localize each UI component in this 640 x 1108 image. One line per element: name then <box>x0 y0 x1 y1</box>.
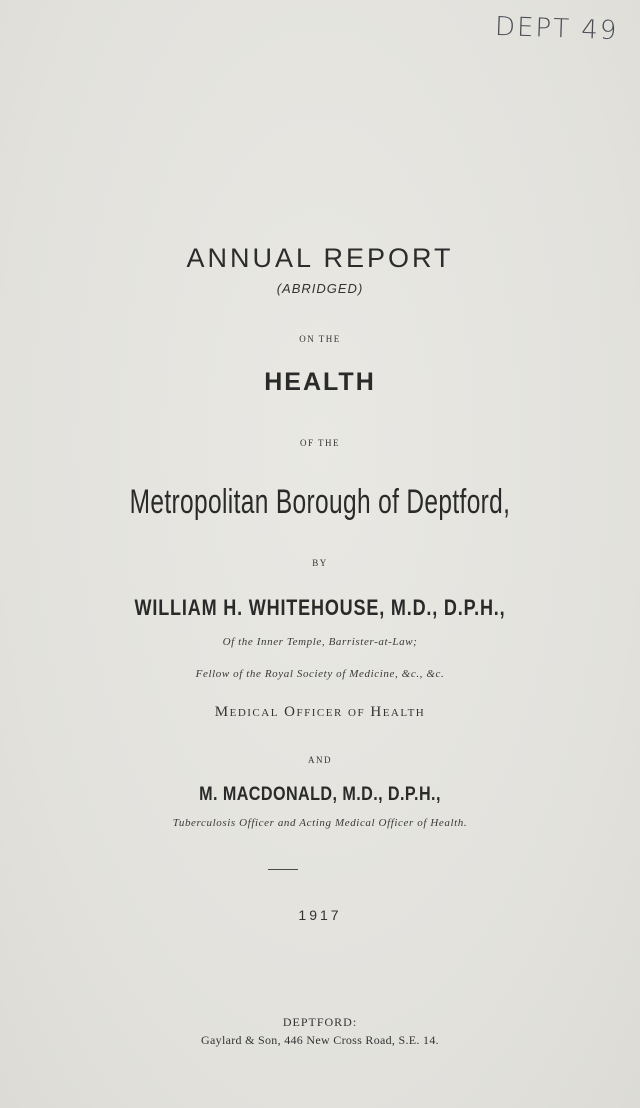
of-the-label: OF THE <box>299 438 341 448</box>
borough-heading: Metropolitan Borough of Deptford, <box>129 483 511 521</box>
imprint-place: DEPTFORD: <box>282 1015 358 1029</box>
on-the-label: ON THE <box>299 334 341 344</box>
by-label: BY <box>312 558 328 568</box>
publication-year: 1917 <box>298 907 342 923</box>
subject-heading: HEALTH <box>264 368 376 396</box>
and-label: AND <box>308 755 332 765</box>
handwritten-annotation: DEPT 49 <box>494 11 619 47</box>
author1-position: Medical Officer of Health <box>214 704 426 720</box>
author1-credential-2: Fellow of the Royal Society of Medicine, &c., &c. <box>195 668 445 680</box>
author2-credential: Tuberculosis Officer and Acting Medical Officer of Health. <box>172 817 468 829</box>
author1-credential-1: Of the Inner Temple, Barrister-at-Law; <box>222 636 418 648</box>
imprint-printer: Gaylard & Son, 446 New Cross Road, S.E. 14. <box>201 1033 439 1047</box>
author2-name: M. MACDONALD, M.D., D.P.H., <box>199 784 441 805</box>
report-subtitle: (ABRIDGED) <box>276 281 364 296</box>
report-title: ANNUAL REPORT <box>186 243 454 273</box>
divider-rule <box>268 869 298 870</box>
author1-name: WILLIAM H. WHITEHOUSE, M.D., D.P.H., <box>134 595 506 620</box>
